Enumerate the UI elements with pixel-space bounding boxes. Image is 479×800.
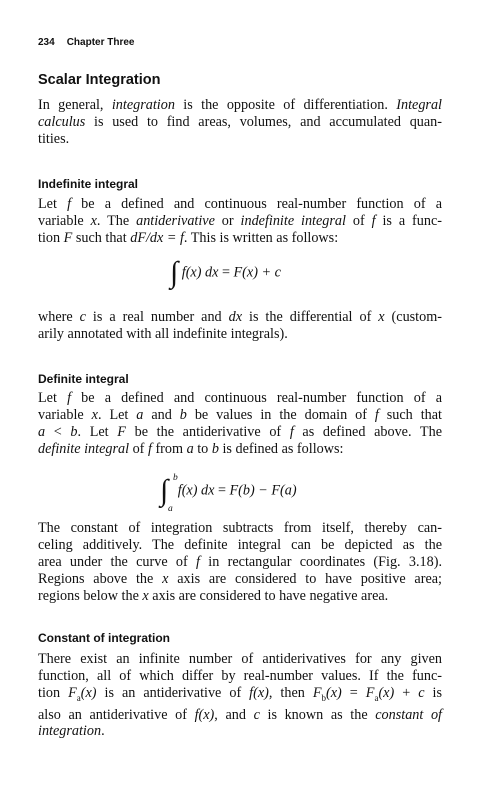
upper-limit: b: [173, 473, 178, 483]
integral-sign: ∫: [160, 474, 169, 507]
indefinite-integral-equation: ∫ f(x) dx = F(x) + c: [170, 256, 281, 289]
intro-paragraph: In general, integration is the opposite of differentiation. Integral calculus is used to find areas, volumes, and accumulated quan- tities.: [38, 97, 442, 147]
indefinite-explanation: where c is a real number and dx is the differential of x (custom- arily annotated with all indefinite integrals).: [38, 309, 442, 342]
definite-integral-equation: ∫ b a f(x) dx = F(b) − F(a): [160, 473, 297, 514]
lower-limit: a: [168, 504, 173, 514]
page-number: 234: [38, 37, 55, 48]
definite-paragraph: Let f be a defined and continuous real-number function of a variable x. Let a and b be values in the domain of f such that a < b. Let F be the antiderivative of f as defined above. The definite integral of f from a to b is defined as follows:: [38, 390, 443, 457]
indefinite-paragraph: Let f be a defined and continuous real-number function of a variable x. The antiderivative or indefinite integral of f is a func- tion F such that dF/dx = f. This is written as follows:: [38, 196, 443, 246]
integral-sign: ∫: [170, 256, 179, 289]
subheading-indefinite-integral: Indefinite integral: [38, 177, 139, 191]
definite-explanation: The constant of integration subtracts from itself, thereby can- celing additively. The definite integral can be depicted as the area under the curve of f in rectangular coordinates (Fig. 3.18). Regions above the x axis are considered to have positive area; regions below the x axis are considered to have negative area.: [38, 520, 442, 604]
section-heading-scalar-integration: Scalar Integration: [38, 72, 161, 88]
running-header: [38, 37, 134, 48]
subheading-constant-of-integration: Constant of integration: [38, 631, 170, 645]
chapter-title: Chapter Three: [66, 37, 135, 48]
constant-paragraph: There exist an infinite number of antiderivatives for any given function, all of which differ by real-number values. If the func- tion $F_a(x)$ is an antiderivative of f(x), then $F_b(x) = F_a(x) + c$ is also an antiderivative of f(x), and c is known as the constant of integration.: [38, 651, 442, 740]
subheading-definite-integral: Definite integral: [38, 372, 129, 386]
